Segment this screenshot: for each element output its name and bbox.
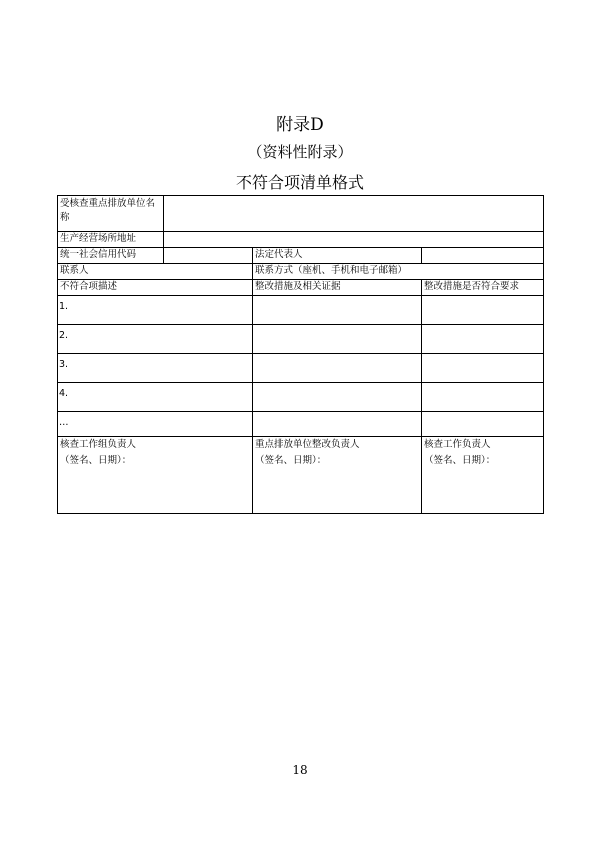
row-number: 2.	[59, 330, 69, 341]
column-header: 整改措施及相关证据	[255, 281, 341, 292]
page-number: 18	[292, 763, 308, 777]
contact-method-label: 联系方式（座机、手机和电子邮箱）	[255, 265, 408, 276]
col-divider	[163, 196, 164, 247]
row-divider	[58, 324, 543, 325]
appendix-note: （资料性附录）	[247, 143, 353, 161]
nonconformity-form-table	[57, 195, 544, 514]
row-number: 4.	[59, 388, 69, 399]
signature-role: 核查工作负责人	[424, 439, 491, 450]
address-label: 生产经营场所地址	[60, 233, 137, 244]
appendix-heading: 附录D	[276, 115, 324, 135]
credit-code-label: 统一社会信用代码	[60, 249, 137, 260]
contact-person-label: 联系人	[60, 265, 89, 276]
legal-rep-label: 法定代表人	[255, 249, 303, 260]
row-divider	[58, 436, 543, 437]
row-number: …	[59, 417, 69, 428]
row-divider	[58, 382, 543, 383]
signature-note: （签名、日期）：	[424, 455, 496, 466]
row-number: 1.	[59, 301, 69, 312]
row-divider	[58, 295, 543, 296]
signature-note: （签名、日期）：	[255, 455, 327, 466]
row-divider	[58, 411, 543, 412]
form-title: 不符合项清单格式	[235, 173, 364, 192]
signature-role: 核查工作组负责人	[60, 439, 137, 450]
column-header: 整改措施是否符合要求	[424, 281, 520, 292]
signature-note: （签名、日期）：	[60, 455, 132, 466]
col-divider	[163, 247, 164, 263]
row-divider	[58, 353, 543, 354]
column-header: 不符合项描述	[60, 281, 118, 292]
col-divider	[252, 247, 253, 513]
col-divider	[421, 279, 422, 513]
col-divider	[421, 247, 422, 263]
signature-role: 重点排放单位整改负责人	[255, 439, 360, 450]
unit-name-label: 受核查重点排放单位名称	[60, 198, 156, 223]
row-number: 3.	[59, 359, 69, 370]
